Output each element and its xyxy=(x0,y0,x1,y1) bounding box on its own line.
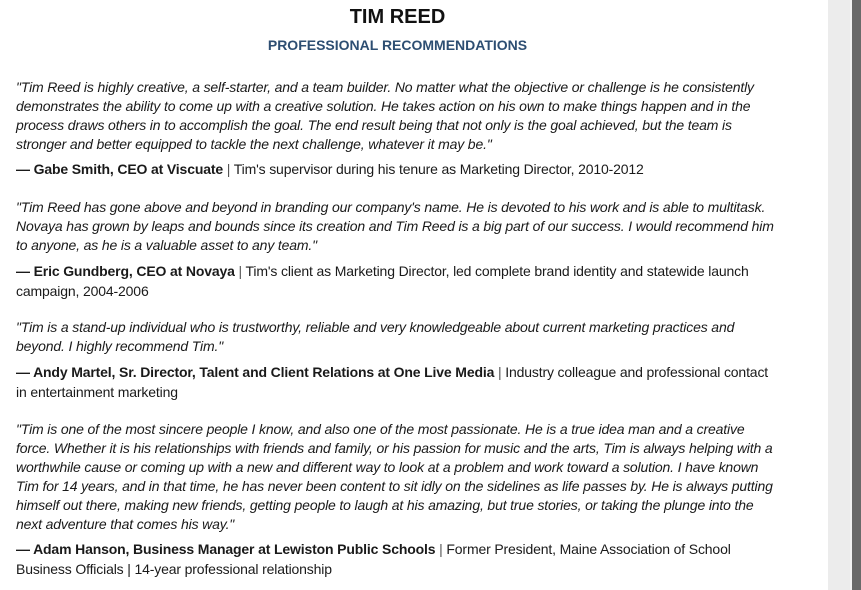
recommendation-quote: "Tim is a stand-up individual who is trustworthy, reliable and very knowledgeable about current marketing practices and beyond. I highly recommend Tim." xyxy=(16,319,735,354)
attribution-separator: | xyxy=(234,263,246,279)
attribution-separator: | xyxy=(494,364,506,380)
recommendation-author: — Andy Martel, Sr. Director, Talent and Client Relations at One Live Media xyxy=(16,364,495,380)
recommendation-quote: "Tim Reed is highly creative, a self-starter, and a team builder. No matter what the objective or challenge is he consistently demonstrates the ability to come up with a creative solution. He takes action on his own to make things happen and in the process draws others in to accomplish the goal. The end result being that not only is the goal achieved, but the team is stronger and better equipped to tackle the next challenge, whatever it may be." xyxy=(16,79,754,152)
recommendation-attribution xyxy=(16,159,778,179)
recommendation-relation: Former President, Maine Association of School Business Officials | 14-year professional relationship xyxy=(16,541,731,577)
recommendation-author: — Gabe Smith, CEO at Viscuate xyxy=(16,161,224,177)
scrollbar-thumb[interactable] xyxy=(852,0,861,590)
recommendation-2 xyxy=(16,198,778,301)
page-gutter xyxy=(828,0,850,590)
recommendation-4 xyxy=(16,420,778,579)
recommendation-relation: Tim's client as Marketing Director, led complete brand identity and statewide launch campaign, 2004-2006 xyxy=(16,263,749,299)
page-subtitle: PROFESSIONAL RECOMMENDATIONS xyxy=(267,37,528,53)
recommendation-attribution xyxy=(16,539,778,579)
recommendation-relation: Industry colleague and professional contact in entertainment marketing xyxy=(16,364,769,400)
recommendation-author: — Adam Hanson, Business Manager at Lewiston Public Schools xyxy=(16,541,436,557)
recommendation-3 xyxy=(16,318,778,402)
recommendation-author: — Eric Gundberg, CEO at Novaya xyxy=(16,263,235,279)
attribution-separator: | xyxy=(223,161,234,177)
page-title: TIM REED xyxy=(349,6,446,28)
recommendation-1 xyxy=(16,78,778,179)
attribution-separator: | xyxy=(435,541,447,557)
recommendation-quote: "Tim Reed has gone above and beyond in branding our company's name. He is devoted to his work and is able to multitask. Novaya has grown by leaps and bounds since its creation and Tim Reed is a big part of our success. I would recommend him to anyone, as he is a valuable asset to any team." xyxy=(16,199,774,253)
recommendation-relation: Tim's supervisor during his tenure as Marketing Director, 2010-2012 xyxy=(233,161,644,177)
recommendation-quote: "Tim is one of the most sincere people I know, and also one of the most passionate. He is a true idea man and a creative force. Whether it is his relationships with friends and family, or his passion for music and the arts, Tim is always helping with a worthwhile cause or coming up with a new and different way to look at a problem and work toward a solution. I have known Tim for 14 years, and in that time, he has never been content to sit idly on the sidelines as life passes by. He is always putting himself out there, making new friends, getting people to laugh at his amazing, but true stories, or taking the plunge into the next adventure that comes his way." xyxy=(16,421,773,532)
recommendation-attribution xyxy=(16,362,778,402)
recommendation-attribution xyxy=(16,261,778,301)
